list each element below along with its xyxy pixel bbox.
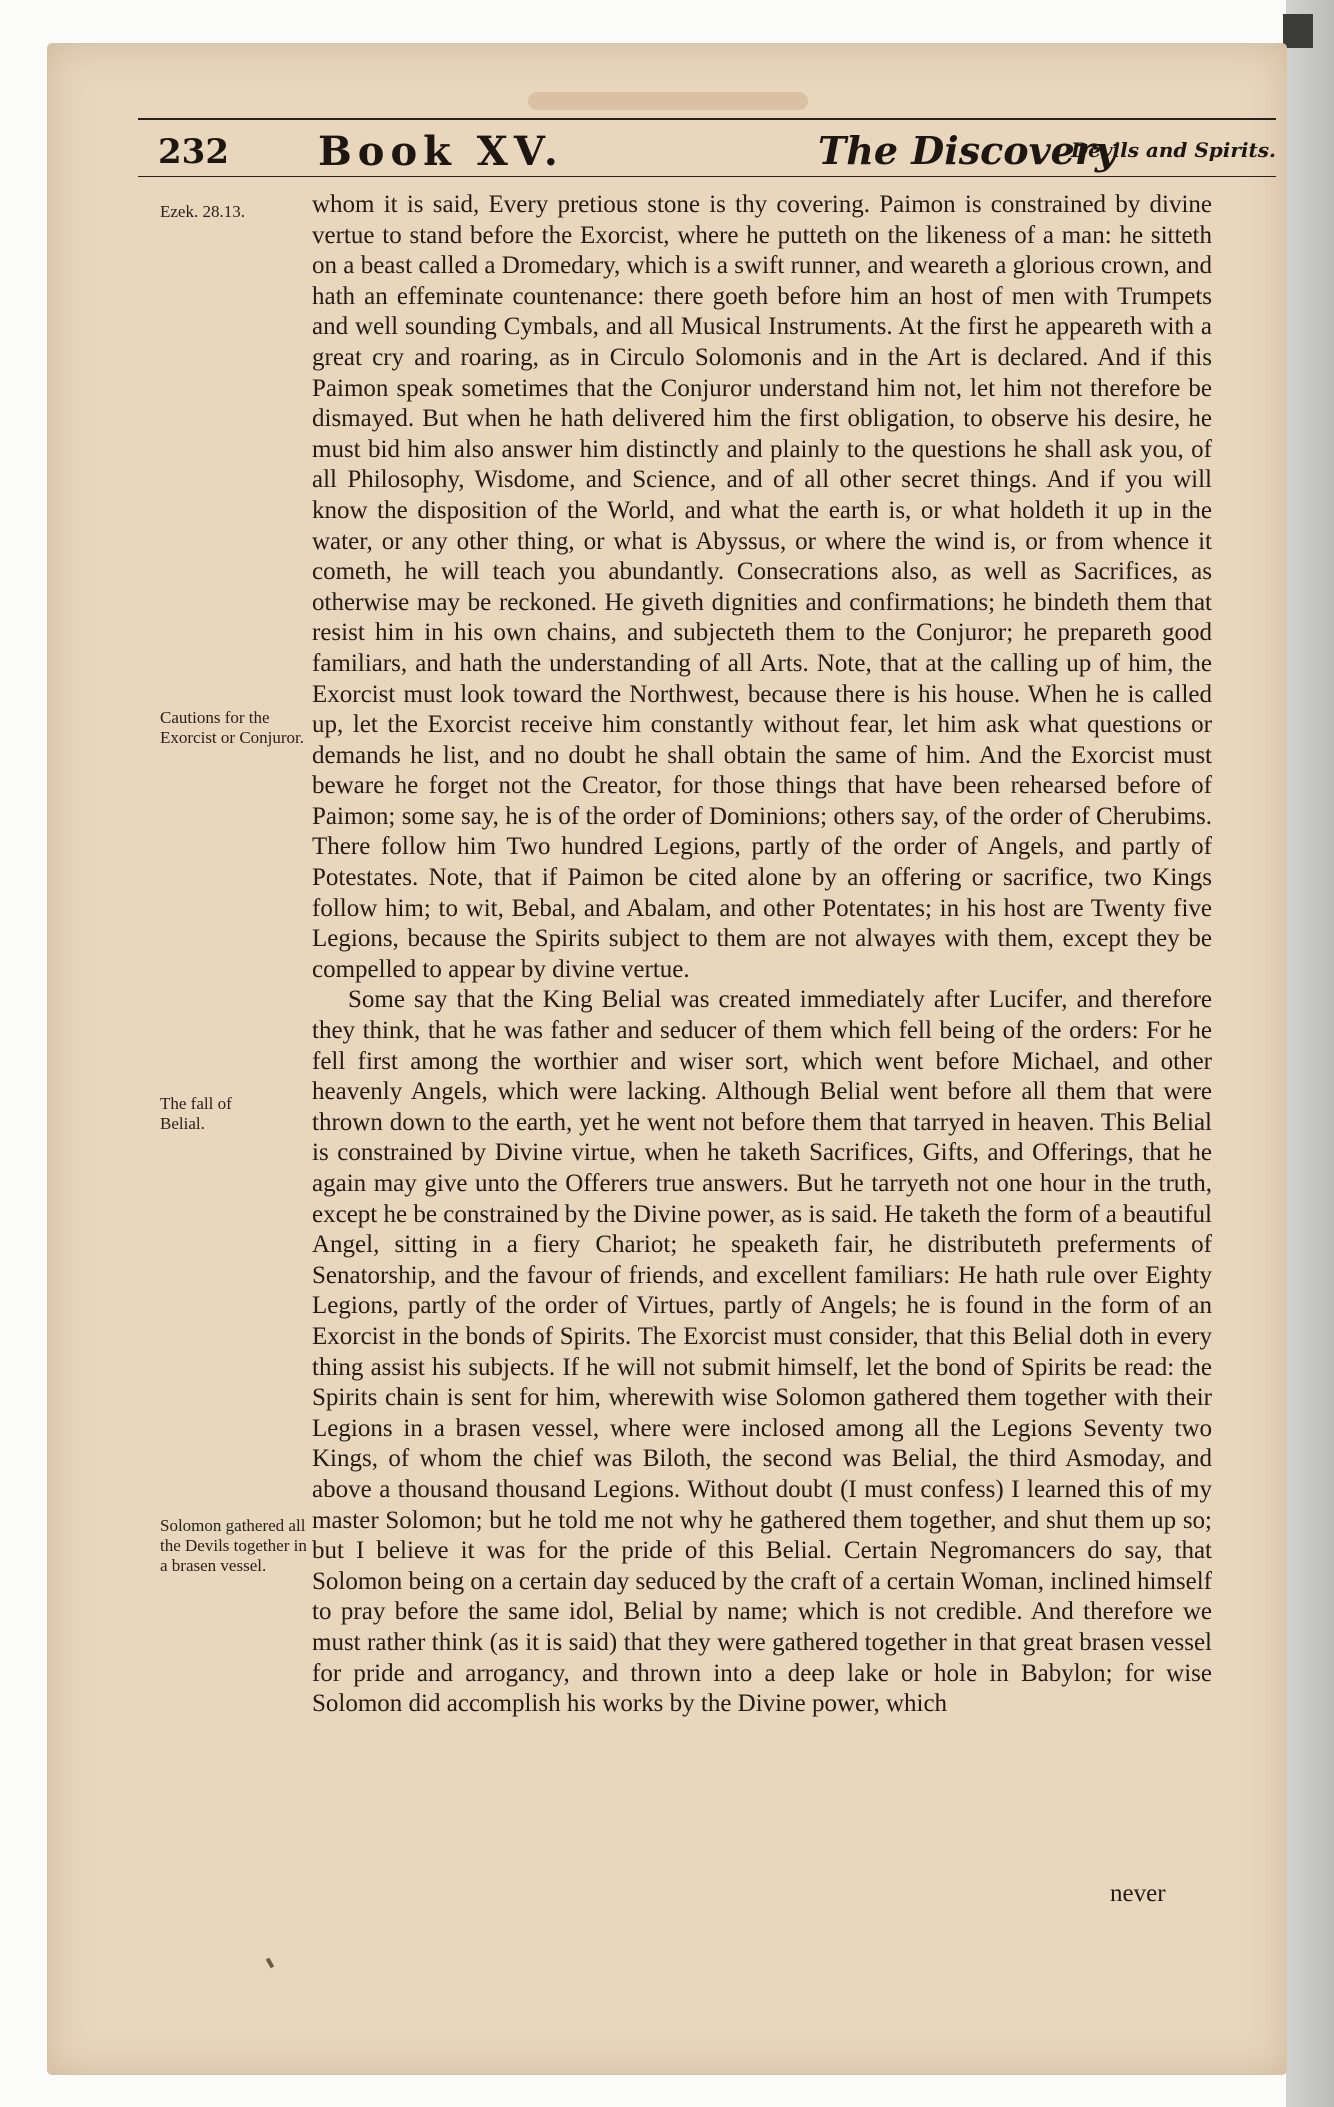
- page-title: The Discovery: [818, 128, 1117, 173]
- header-rule-top: [138, 118, 1276, 120]
- margin-note-cautions: Cautions for the Exorcist or Conjuror.: [160, 708, 305, 747]
- running-head: Devils and Spirits.: [1070, 138, 1276, 162]
- paper-stain: [528, 92, 808, 110]
- body-text: [312, 190, 1212, 1720]
- book-label: Book XV.: [318, 128, 564, 175]
- page-tab: [1283, 14, 1313, 48]
- margin-note-solomon: Solomon gathered all the Devils together in a brasen vessel.: [160, 1516, 307, 1575]
- page-header: [138, 124, 1276, 175]
- margin-note-ezek: Ezek. 28.13.: [160, 202, 245, 221]
- scanner-background: [1286, 0, 1334, 2107]
- header-rule-bottom: [138, 176, 1276, 177]
- page-number: 232: [158, 132, 229, 172]
- catchword: never: [1110, 1880, 1166, 1907]
- margin-note-fall-of-belial: The fall of Belial.: [160, 1094, 232, 1133]
- paragraph-belial: Some say that the King Belial was created immediately after Lucifer, and therefore they think, that he was father and seducer of them which fell being of the orders: For he fell first among the worthier and wiser sort, which went before Michael, and other heavenly Angels, which were lacking. Although Belial went before all them that were thrown down to the earth, yet he went not before them that tarryed in heaven. This Belial is constrained by Divine virtue, when he taketh Sacrifices, Gifts, and Offerings, that he again may give unto the Offerers true answers. But he tarryeth not one hour in the truth, except he be constrained by the Divine power, as is said. He taketh the form of a beautiful Angel, sitting in a fiery Chariot; he speaketh fair, he distributeth preferments of Senatorship, and the favour of friends, and excellent familiars: He hath rule over Eighty Legions, partly of the order of Virtues, partly of Angels; he is found in the form of an Exorcist in the bonds of Spirits. The Exorcist must consider, that this Belial doth in every thing assist his subjects. If he will not submit himself, let the bond of Spirits be read: the Spirits chain is sent for him, wherewith wise Solomon gathered them together with their Legions in a brasen vessel, where were inclosed among all the Legions Seventy two Kings, of whom the chief was Biloth, the second was Belial, the third Asmoday, and above a thousand thousand Legions. Without doubt (I must confess) I learned this of my master Solomon; but he told me not why he gathered them together, and shut them up so; but I believe it was for the pride of this Belial. Certain Negromancers do say, that Solomon being on a certain day seduced by the craft of a certain Woman, inclined himself to pray before the same idol, Belial by name; which is not credible. And therefore we must rather think (as it is said) that they were gathered together in that great brasen vessel for pride and arrogancy, and thrown into a deep lake or hole in Babylon; for wise Solomon did accomplish his works by the Divine power, which: [312, 986, 1213, 1718]
- paragraph-paimon: whom it is said, Every pretious stone is thy covering. Paimon is constrained by divine vertue to stand before the Exorcist, where he putteth on the likeness of a man: he sitteth on a beast called a Dromedary, which is a swift runner, and weareth a glorious crown, and hath an effeminate countenance: there goeth before him an host of men with Trumpets and well sounding Cymbals, and all Musical Instruments. At the first he appeareth with a great cry and roaring, as in Circulo Solomonis and in the Art is declared. And if this Paimon speak sometimes that the Conjuror understand him not, let him not therefore be dismayed. But when he hath delivered him the first obligation, to observe his desire, he must bid him also answer him distinctly and plainly to the questions he shall ask you, of all Philosophy, Wisdome, and Science, and of all other secret things. And if you will know the disposition of the World, and what the earth is, or what holdeth it up in the water, or any other thing, or what is Abyssus, or where the wind is, or from whence it cometh, he will teach you abundantly. Consecrations also, as well as Sacrifices, as otherwise may be reckoned. He giveth dignities and confirmations; he bindeth them that resist him in his own chains, and subjecteth them to the Conjuror; he prepareth good familiars, and hath the understanding of all Arts. Note, that at the calling up of him, the Exorcist must look toward the Northwest, because there is his house. When he is called up, let the Exorcist receive him constantly without fear, let him ask what questions or demands he list, and no doubt he shall obtain the same of him. And the Exorcist must beware he forget not the Creator, for those things that have been rehearsed before of Paimon; some say, he is of the order of Dominions; others say, of the order of Cherubims. There follow him Two hundred Legions, partly of the order of Angels, and partly of Potestates. Note, that if Paimon be cited alone by an offering or sacrifice, two Kings follow him; to wit, Bebal, and Abalam, and other Potentates; in his host are Twenty five Legions, because the Spirits subject to them are not alwayes with them, except they be compelled to appear by divine vertue.: [312, 191, 1212, 983]
